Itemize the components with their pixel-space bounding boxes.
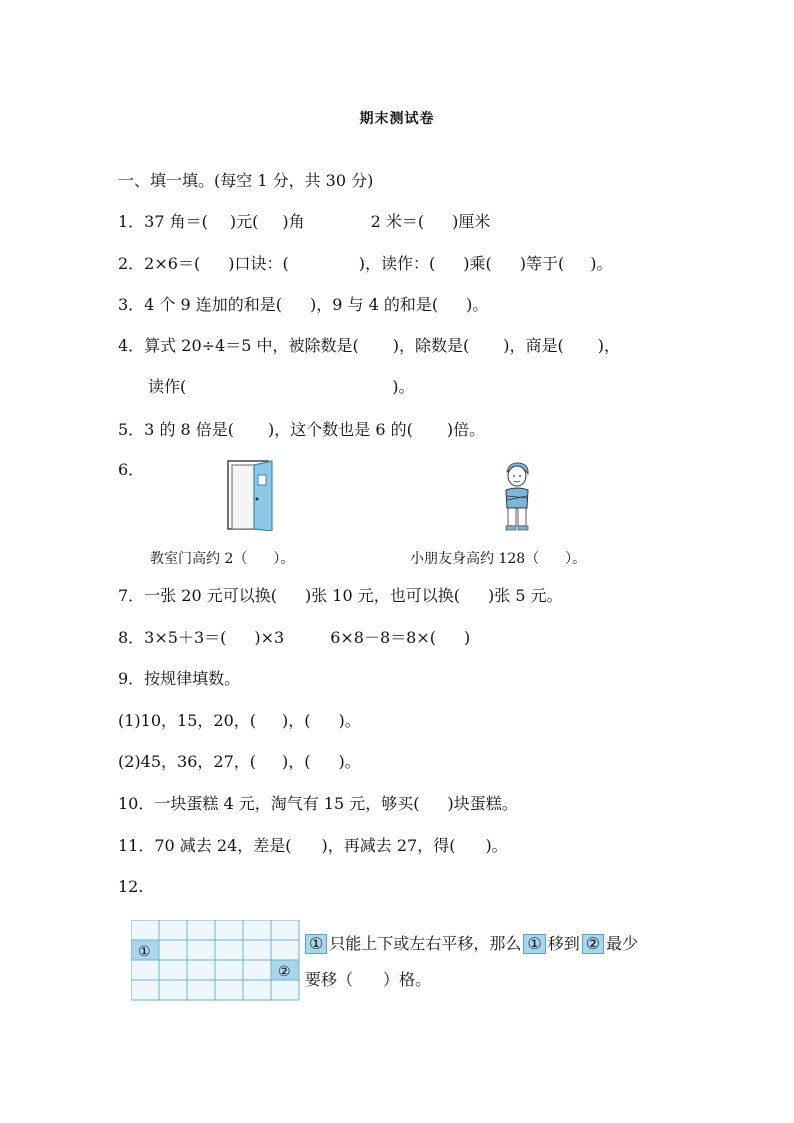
question-11: 11．70 减去 24，差是( )，再减去 27，得( )。 [118, 836, 508, 855]
question-10: 10．一块蛋糕 4 元，淘气有 15 元，够买( )块蛋糕。 [118, 794, 518, 813]
page-title: 期末测试卷 [359, 111, 435, 127]
door-illustration [226, 459, 276, 531]
section-heading: 一、填一填。(每空 1 分，共 30 分) [118, 171, 374, 190]
boy-caption: 小朋友身高约 128（ ）。 [410, 551, 587, 567]
question-4-cont: 读作( )。 [148, 377, 415, 396]
grid-marker-1: ① [138, 944, 151, 960]
marker-1-tag-2: ① [523, 934, 545, 954]
question-12-text: ① 只能上下或左右平移，那么 ① 移到 ② 最少 [303, 934, 638, 954]
boy-illustration [497, 460, 537, 532]
question-9: 9．按规律填数。 [118, 669, 241, 688]
marker-1-tag: ① [305, 934, 327, 954]
question-6-label: 6． [118, 460, 145, 479]
question-1: 1．37 角＝( )元( )角 2 米＝( )厘米 [118, 212, 491, 231]
question-7: 7．一张 20 元可以换( )张 10 元，也可以换( )张 5 元。 [118, 586, 563, 605]
question-8: 8．3×5＋3＝( )×3 6×8－8＝8×( ) [118, 628, 471, 647]
question-2: 2．2×6＝( )口诀：( )，读作：( )乘( )等于( )。 [118, 254, 613, 273]
question-5: 5．3 的 8 倍是( )，这个数也是 6 的( )倍。 [118, 420, 486, 439]
question-3: 3．4 个 9 连加的和是( )，9 与 4 的和是( )。 [118, 295, 489, 314]
marker-2-tag: ② [582, 934, 604, 954]
grid-marker-2: ② [278, 964, 291, 980]
question-12-label: 12. [118, 877, 144, 896]
question-9-row-2: (2)45，36，27，( )，( )。 [118, 752, 361, 771]
question-9-row-1: (1)10，15，20，( )，( )。 [118, 711, 361, 730]
door-caption: 教室门高约 2（ ）。 [150, 551, 295, 567]
question-4: 4．算式 20÷4＝5 中，被除数是( )，除数是( )，商是( )， [118, 336, 620, 355]
move-grid [131, 920, 301, 1002]
question-12-text-cont: 要移（ ）格。 [305, 970, 432, 989]
